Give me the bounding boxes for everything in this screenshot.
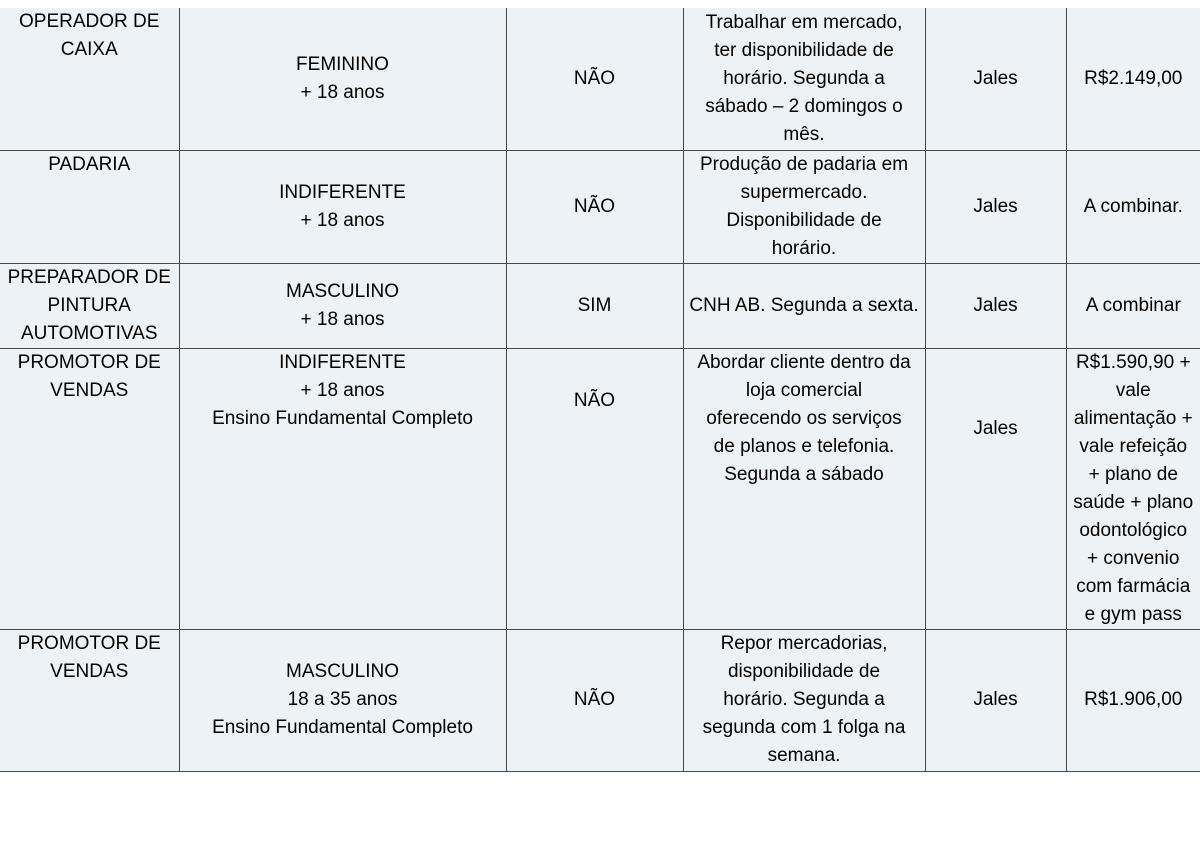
profile-line: + 18 anos (300, 81, 385, 103)
city-cell (925, 629, 1066, 771)
role-line: OPERADOR DE (19, 11, 160, 32)
salary-line: R$1.906,00 (1084, 689, 1183, 710)
role-line: VENDAS (50, 379, 129, 401)
job-listings-table (0, 8, 1200, 772)
salary-line: R$2.149,00 (1084, 67, 1183, 89)
description-cell (683, 8, 925, 150)
salary-line: R$1.590,90 + (1075, 351, 1191, 373)
role-line: PINTURA (47, 294, 131, 316)
cnh-value: SIM (577, 294, 612, 316)
profile-cell (179, 348, 506, 629)
role-cell (0, 348, 179, 629)
city-cell (925, 348, 1066, 629)
job-listings-body (0, 8, 1200, 771)
salary-line: + convenio (1087, 547, 1180, 569)
profile-line: + 18 anos (300, 379, 385, 401)
cnh-cell (506, 8, 683, 150)
profile-cell (179, 629, 506, 771)
description-line: loja comercial (745, 379, 863, 401)
description-line: Trabalhar em mercado, (705, 11, 903, 33)
role-line: VENDAS (50, 660, 129, 682)
description-line: semana. (767, 745, 841, 766)
salary-line: vale refeição (1079, 435, 1188, 457)
table-row (0, 8, 1200, 150)
role-line: PROMOTOR DE (17, 351, 161, 373)
role-line: CAIXA (60, 39, 118, 60)
profile-line: INDIFERENTE (279, 351, 406, 373)
role-line: PADARIA (48, 153, 131, 175)
profile-line: + 18 anos (300, 209, 385, 231)
profile-line: Ensino Fundamental Completo (212, 407, 473, 429)
role-line: PROMOTOR DE (17, 632, 161, 654)
salary-line: alimentação + (1073, 407, 1193, 429)
role-cell (0, 629, 179, 771)
role-line: PREPARADOR DE (7, 266, 171, 288)
profile-line: + 18 anos (300, 308, 385, 330)
cnh-value: NÃO (573, 67, 616, 89)
description-cell (683, 348, 925, 629)
salary-cell (1066, 629, 1200, 771)
description-line: Abordar cliente dentro da (697, 351, 911, 373)
description-line: segunda com 1 folga na (702, 717, 906, 738)
profile-line: INDIFERENTE (279, 181, 406, 203)
profile-line: MASCULINO (286, 280, 399, 302)
salary-line: saúde + plano (1073, 491, 1194, 513)
description-line: supermercado. (740, 181, 868, 203)
description-line: CNH AB. Segunda a sexta. (689, 294, 919, 316)
description-line: Segunda a sábado (724, 463, 884, 485)
table-row (0, 263, 1200, 348)
cnh-value: NÃO (573, 689, 616, 710)
city-value: Jales (973, 195, 1018, 217)
description-cell (683, 629, 925, 771)
city-value: Jales (973, 417, 1018, 439)
role-cell (0, 263, 179, 348)
description-line: sábado – 2 domingos o (705, 95, 903, 117)
description-line: Disponibilidade de (726, 209, 882, 231)
description-line: de planos e telefonia. (713, 435, 895, 457)
profile-cell (179, 150, 506, 263)
description-line: horário. Segunda a (723, 689, 885, 710)
profile-line: FEMININO (296, 53, 389, 75)
description-line: oferecendo os serviços (706, 407, 902, 429)
profile-line: Ensino Fundamental Completo (212, 717, 473, 738)
salary-cell (1066, 150, 1200, 263)
cnh-value: NÃO (573, 195, 616, 217)
salary-line: A combinar (1085, 294, 1181, 316)
salary-line: + plano de (1088, 463, 1178, 485)
role-cell (0, 8, 179, 150)
table-row (0, 348, 1200, 629)
salary-line: com farmácia (1076, 575, 1191, 597)
role-cell (0, 150, 179, 263)
description-line: horário. Segunda a (723, 67, 885, 89)
city-cell (925, 150, 1066, 263)
table-row (0, 150, 1200, 263)
cnh-cell (506, 348, 683, 629)
description-line: Produção de padaria em (699, 153, 909, 175)
profile-line: MASCULINO (286, 661, 399, 682)
profile-line: 18 a 35 anos (287, 689, 398, 710)
description-cell (683, 150, 925, 263)
description-line: Repor mercadorias, (720, 633, 888, 654)
city-cell (925, 8, 1066, 150)
cnh-cell (506, 263, 683, 348)
city-value: Jales (973, 689, 1018, 710)
city-cell (925, 263, 1066, 348)
description-cell (683, 263, 925, 348)
salary-line: e gym pass (1084, 603, 1182, 625)
cnh-cell (506, 629, 683, 771)
description-line: horário. (771, 237, 837, 259)
description-line: disponibilidade de (727, 661, 881, 682)
salary-cell (1066, 8, 1200, 150)
salary-line: odontológico (1079, 519, 1188, 541)
salary-line: vale (1115, 379, 1151, 401)
role-line: AUTOMOTIVAS (20, 322, 158, 344)
description-line: mês. (783, 123, 825, 145)
salary-cell (1066, 348, 1200, 629)
description-line: ter disponibilidade de (714, 39, 894, 61)
city-value: Jales (973, 294, 1018, 316)
cnh-value: NÃO (573, 389, 616, 411)
profile-cell (179, 8, 506, 150)
city-value: Jales (973, 67, 1018, 89)
cnh-cell (506, 150, 683, 263)
table-row (0, 629, 1200, 771)
salary-line: A combinar. (1083, 195, 1183, 217)
salary-cell (1066, 263, 1200, 348)
profile-cell (179, 263, 506, 348)
